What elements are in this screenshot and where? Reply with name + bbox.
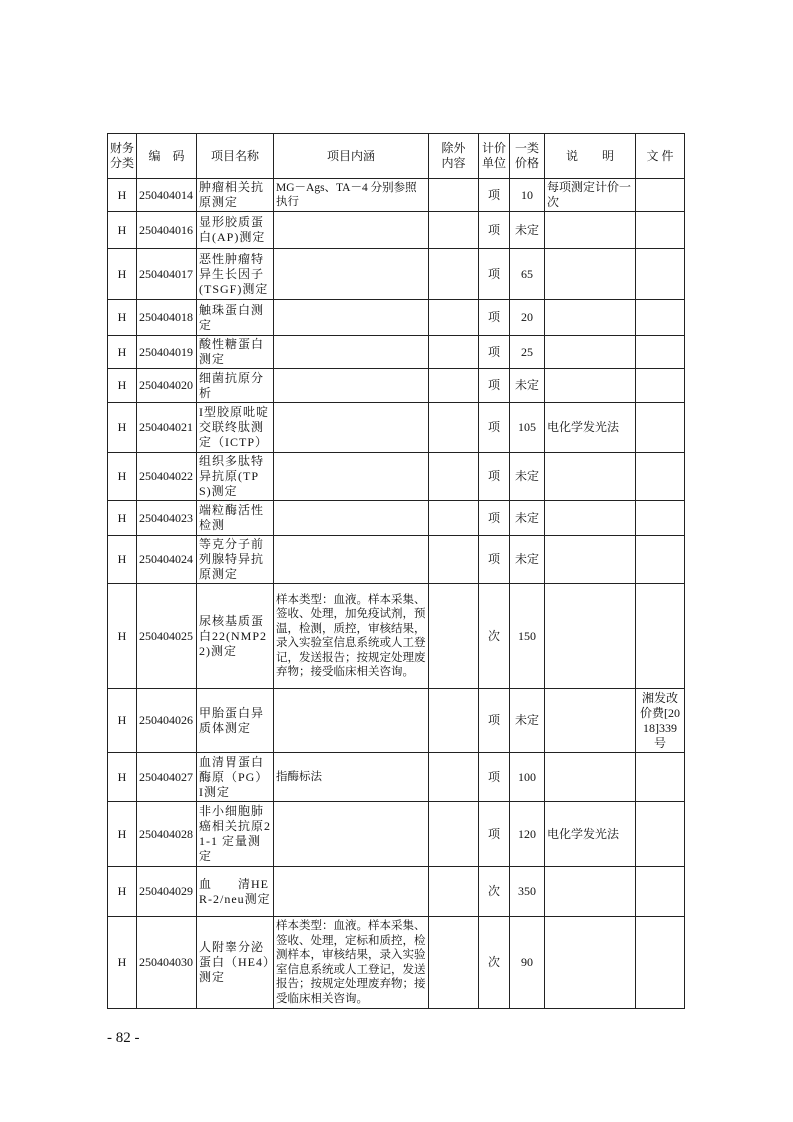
note-cell	[545, 536, 636, 584]
code-cell: 250404019	[137, 336, 197, 369]
document-cell	[636, 867, 685, 917]
price-cell: 未定	[510, 369, 545, 403]
name-cell: 恶性肿瘤特异生长因子(TSGF)测定	[197, 249, 274, 300]
name-cell: 人附睾分泌蛋白（HE4）测定	[197, 917, 274, 1009]
header-price: 一类 价格	[510, 134, 545, 179]
document-cell	[636, 536, 685, 584]
unit-cell: 项	[479, 179, 510, 212]
note-cell: 每项测定计价一次	[545, 179, 636, 212]
category-cell: H	[108, 584, 137, 689]
code-cell: 250404016	[137, 212, 197, 249]
document-cell	[636, 753, 685, 802]
name-cell: 细菌抗原分析	[197, 369, 274, 403]
note-cell	[545, 249, 636, 300]
content-cell	[274, 369, 429, 403]
exclusion-cell	[429, 453, 479, 501]
content-cell	[274, 802, 429, 867]
name-cell: I型胶原吡啶交联终肽测定（ICTP）	[197, 403, 274, 453]
unit-cell: 次	[479, 867, 510, 917]
document-cell	[636, 584, 685, 689]
code-cell: 250404026	[137, 689, 197, 753]
table-row	[108, 453, 685, 501]
table-header-row	[108, 134, 685, 179]
document-cell	[636, 249, 685, 300]
exclusion-cell	[429, 802, 479, 867]
exclusion-cell	[429, 689, 479, 753]
price-cell: 未定	[510, 501, 545, 536]
code-cell: 250404020	[137, 369, 197, 403]
price-cell: 未定	[510, 536, 545, 584]
content-cell	[274, 212, 429, 249]
category-cell: H	[108, 802, 137, 867]
note-cell	[545, 753, 636, 802]
price-cell: 25	[510, 336, 545, 369]
note-cell	[545, 689, 636, 753]
content-cell	[274, 689, 429, 753]
note-cell	[545, 212, 636, 249]
table-row	[108, 753, 685, 802]
code-cell: 250404022	[137, 453, 197, 501]
name-cell: 甲胎蛋白异质体测定	[197, 689, 274, 753]
unit-cell: 次	[479, 917, 510, 1009]
unit-cell: 项	[479, 753, 510, 802]
category-cell: H	[108, 917, 137, 1009]
category-cell: H	[108, 753, 137, 802]
table-row	[108, 403, 685, 453]
code-cell: 250404030	[137, 917, 197, 1009]
table-row	[108, 536, 685, 584]
table-row	[108, 501, 685, 536]
exclusion-cell	[429, 917, 479, 1009]
header-code: 编 码	[137, 134, 197, 179]
unit-cell: 项	[479, 403, 510, 453]
document-cell	[636, 300, 685, 336]
exclusion-cell	[429, 867, 479, 917]
category-cell: H	[108, 300, 137, 336]
document-cell	[636, 336, 685, 369]
note-cell	[545, 453, 636, 501]
category-cell: H	[108, 867, 137, 917]
category-cell: H	[108, 689, 137, 753]
category-cell: H	[108, 179, 137, 212]
table-row	[108, 179, 685, 212]
price-cell: 10	[510, 179, 545, 212]
document-cell	[636, 212, 685, 249]
note-cell	[545, 584, 636, 689]
table-row	[108, 249, 685, 300]
unit-cell: 项	[479, 369, 510, 403]
price-cell: 350	[510, 867, 545, 917]
exclusion-cell	[429, 369, 479, 403]
price-cell: 120	[510, 802, 545, 867]
content-cell: 样本类型：血液。样本采集、签收、处理，定标和质控，检测样本，审核结果，录入实验室信息系统或人工登记，发送报告；按规定处理废弃物；接受临床相关咨询。	[274, 917, 429, 1009]
name-cell: 触珠蛋白测定	[197, 300, 274, 336]
document-cell	[636, 802, 685, 867]
price-cell: 65	[510, 249, 545, 300]
note-cell	[545, 501, 636, 536]
name-cell: 端粒酶活性检测	[197, 501, 274, 536]
name-cell: 组织多肽特异抗原(TPS)测定	[197, 453, 274, 501]
note-cell: 电化学发光法	[545, 802, 636, 867]
name-cell: 血清胃蛋白酶原（PG）I测定	[197, 753, 274, 802]
content-cell	[274, 249, 429, 300]
code-cell: 250404021	[137, 403, 197, 453]
content-cell	[274, 300, 429, 336]
unit-cell: 项	[479, 689, 510, 753]
header-category: 财务 分类	[108, 134, 137, 179]
header-exclusion: 除外 内容	[429, 134, 479, 179]
category-cell: H	[108, 336, 137, 369]
code-cell: 250404023	[137, 501, 197, 536]
document-cell	[636, 501, 685, 536]
category-cell: H	[108, 369, 137, 403]
unit-cell: 项	[479, 300, 510, 336]
code-cell: 250404029	[137, 867, 197, 917]
category-cell: H	[108, 212, 137, 249]
code-cell: 250404024	[137, 536, 197, 584]
code-cell: 250404018	[137, 300, 197, 336]
price-cell: 未定	[510, 689, 545, 753]
pricing-table	[107, 133, 685, 1009]
category-cell: H	[108, 501, 137, 536]
table-row	[108, 300, 685, 336]
price-cell: 105	[510, 403, 545, 453]
exclusion-cell	[429, 536, 479, 584]
note-cell: 电化学发光法	[545, 403, 636, 453]
name-cell: 肿瘤相关抗原测定	[197, 179, 274, 212]
document-cell: 湘发改价费[2018]339号	[636, 689, 685, 753]
unit-cell: 次	[479, 584, 510, 689]
content-cell: 样本类型：血液。样本采集、签收、处理，加免疫试剂，预温，检测，质控，审核结果，录入实验室信息系统或人工登记，发送报告；按规定处理废弃物；接受临床相关咨询。	[274, 584, 429, 689]
note-cell	[545, 867, 636, 917]
content-cell	[274, 336, 429, 369]
name-cell: 血 清HER-2/neu测定	[197, 867, 274, 917]
unit-cell: 项	[479, 336, 510, 369]
price-cell: 未定	[510, 212, 545, 249]
price-cell: 100	[510, 753, 545, 802]
header-name: 项目名称	[197, 134, 274, 179]
table-row	[108, 689, 685, 753]
unit-cell: 项	[479, 249, 510, 300]
exclusion-cell	[429, 336, 479, 369]
table-row	[108, 917, 685, 1009]
note-cell	[545, 369, 636, 403]
exclusion-cell	[429, 403, 479, 453]
exclusion-cell	[429, 753, 479, 802]
header-document: 文 件	[636, 134, 685, 179]
unit-cell: 项	[479, 536, 510, 584]
content-cell: 指酶标法	[274, 753, 429, 802]
category-cell: H	[108, 249, 137, 300]
content-cell	[274, 403, 429, 453]
document-cell	[636, 369, 685, 403]
document-cell	[636, 403, 685, 453]
price-cell: 150	[510, 584, 545, 689]
note-cell	[545, 336, 636, 369]
name-cell: 非小细胞肺癌相关抗原21-1 定量测定	[197, 802, 274, 867]
name-cell: 尿核基质蛋白22(NMP22)测定	[197, 584, 274, 689]
name-cell: 等克分子前列腺特异抗原测定	[197, 536, 274, 584]
unit-cell: 项	[479, 212, 510, 249]
content-cell: MG－Ags、TA－4 分别参照执行	[274, 179, 429, 212]
content-cell	[274, 453, 429, 501]
code-cell: 250404017	[137, 249, 197, 300]
exclusion-cell	[429, 179, 479, 212]
content-cell	[274, 867, 429, 917]
category-cell: H	[108, 536, 137, 584]
exclusion-cell	[429, 300, 479, 336]
unit-cell: 项	[479, 501, 510, 536]
name-cell: 酸性糖蛋白测定	[197, 336, 274, 369]
code-cell: 250404028	[137, 802, 197, 867]
category-cell: H	[108, 403, 137, 453]
table-row	[108, 867, 685, 917]
exclusion-cell	[429, 249, 479, 300]
content-cell	[274, 501, 429, 536]
category-cell: H	[108, 453, 137, 501]
price-cell: 20	[510, 300, 545, 336]
document-cell	[636, 453, 685, 501]
price-cell: 90	[510, 917, 545, 1009]
code-cell: 250404025	[137, 584, 197, 689]
table-row	[108, 369, 685, 403]
code-cell: 250404014	[137, 179, 197, 212]
header-content: 项目内涵	[274, 134, 429, 179]
exclusion-cell	[429, 501, 479, 536]
document-cell	[636, 917, 685, 1009]
page-number: - 82 -	[107, 1030, 140, 1046]
content-cell	[274, 536, 429, 584]
note-cell	[545, 300, 636, 336]
unit-cell: 项	[479, 802, 510, 867]
table-row	[108, 212, 685, 249]
code-cell: 250404027	[137, 753, 197, 802]
table-row	[108, 336, 685, 369]
note-cell	[545, 917, 636, 1009]
unit-cell: 项	[479, 453, 510, 501]
table-row	[108, 802, 685, 867]
header-unit: 计价 单位	[479, 134, 510, 179]
table-row	[108, 584, 685, 689]
exclusion-cell	[429, 584, 479, 689]
price-cell: 未定	[510, 453, 545, 501]
header-note: 说 明	[545, 134, 636, 179]
name-cell: 显形胶质蛋白(AP)测定	[197, 212, 274, 249]
exclusion-cell	[429, 212, 479, 249]
document-cell	[636, 179, 685, 212]
